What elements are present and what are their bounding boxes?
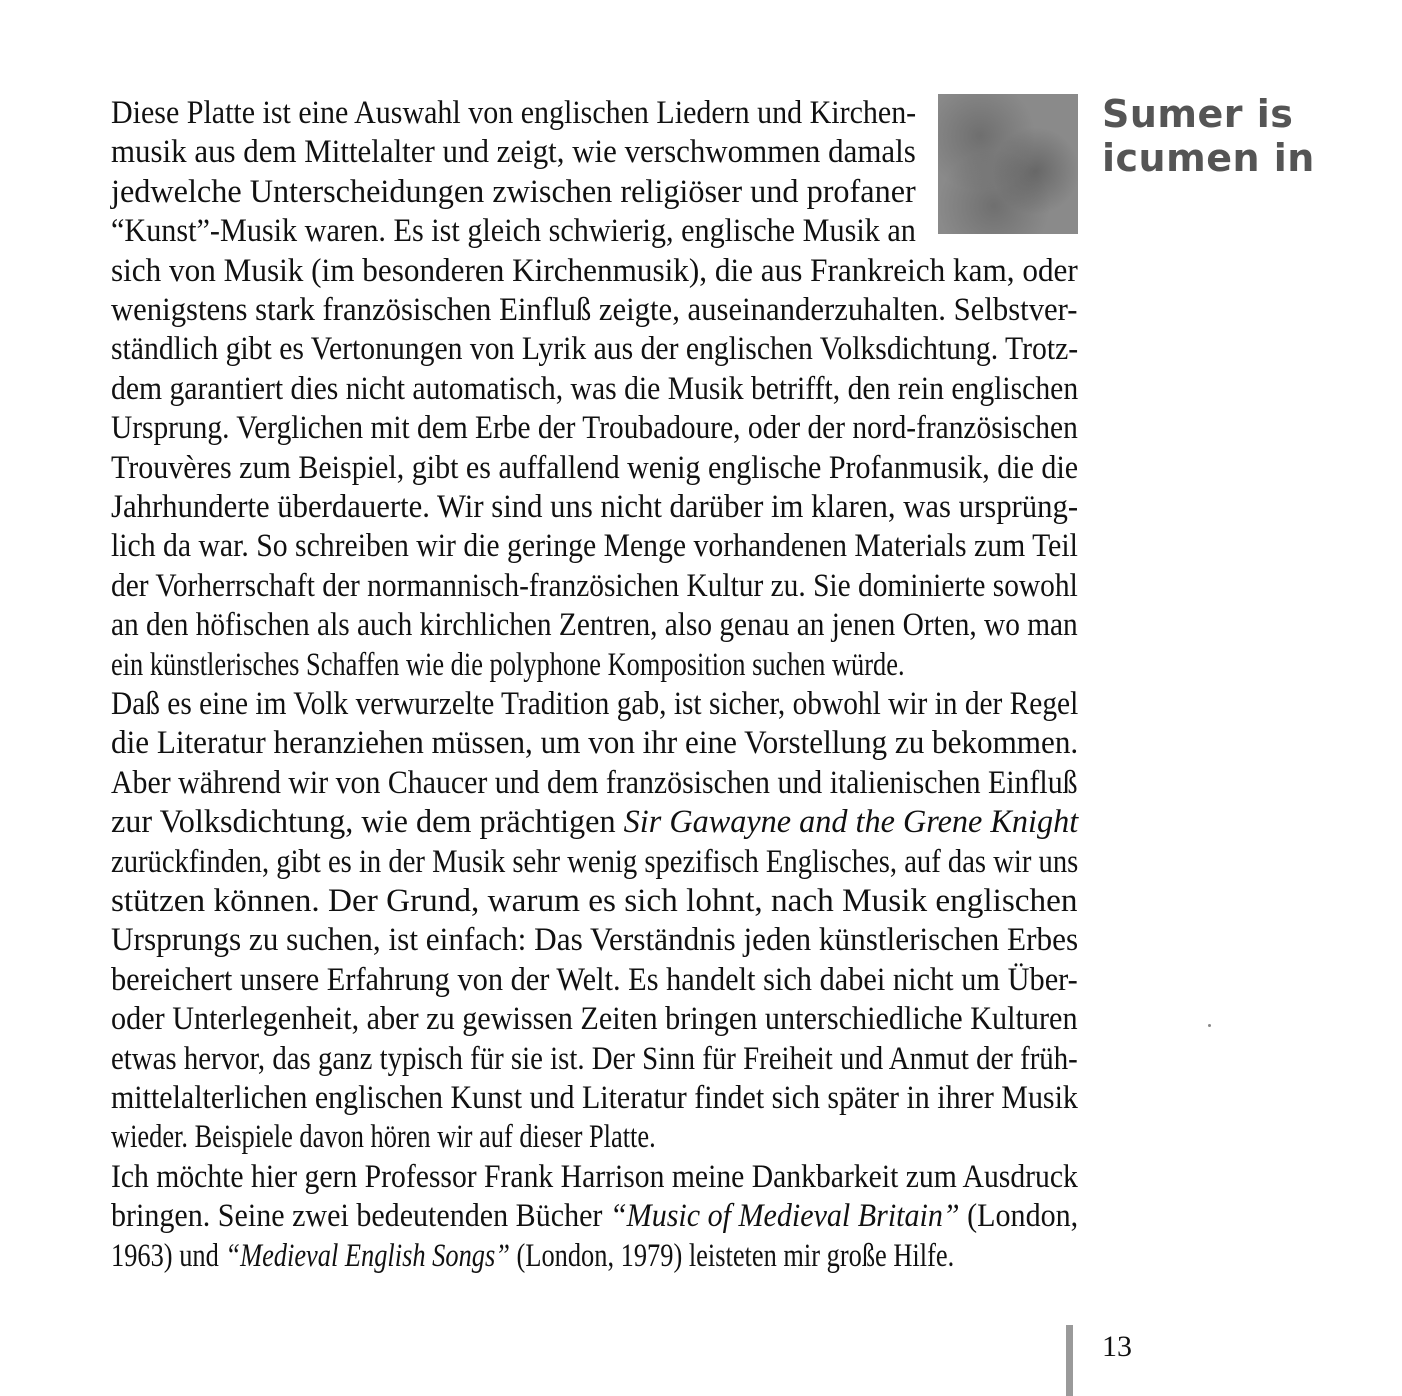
text-line: [111, 724, 1078, 762]
sidebar-title: [1102, 92, 1315, 180]
text-line: [111, 882, 1078, 920]
text-line-content: ständlich gibt es Vertonungen von Lyrik aus der englischen Volksdichtung. Trotz-: [111, 331, 1079, 368]
text-line-content: dem garantiert dies nicht automatisch, was die Musik betrifft, den rein englischen: [111, 370, 1079, 407]
text-line: [111, 212, 916, 250]
text-line: [111, 1158, 1078, 1196]
text-line: [111, 685, 1078, 723]
text-line: [111, 1079, 1078, 1117]
text-line: [111, 921, 1078, 959]
italic-title: “Music of Medieval Britain”: [609, 1198, 960, 1235]
text-line: [111, 527, 1078, 565]
text-line: [111, 961, 1078, 999]
text-line-content: mittelalterlichen englischen Kunst und Literatur findet sich später in ihrer Musik: [111, 1080, 1078, 1116]
sidebar-title-line: Sumer is: [1102, 92, 1294, 136]
text-line: [111, 646, 905, 684]
italic-title: “Medieval English Songs”: [225, 1237, 510, 1274]
text-line-content: jedwelche Unterscheidungen zwischen religiöser und profaner: [111, 173, 916, 210]
text-line: [111, 449, 1078, 487]
text-line-content: Jahrhunderte überdauerte. Wir sind uns nicht darüber im klaren, was ursprüng-: [111, 489, 1079, 525]
text-line: [111, 173, 916, 211]
text-line-content: (London, 1979) leisteten mir große Hilfe.: [509, 1237, 955, 1274]
text-line-content: bringen. Seine zwei bedeutenden Bücher: [111, 1198, 610, 1235]
text-line: [111, 252, 1078, 290]
text-line-content: Ursprung. Verglichen mit dem Erbe der Troubadoure, oder der nord-französischen: [111, 410, 1078, 447]
text-line-content: stützen können. Der Grund, warum es sich lohnt, nach Musik englischen: [111, 883, 1078, 919]
text-line: [111, 94, 916, 132]
text-line-content: die Literatur heranziehen müssen, um von ihr eine Vorstellung zu bekommen.: [111, 725, 1079, 762]
text-line-content: bereichert unsere Erfahrung von der Welt. Es handelt sich dabei nicht um Über-: [111, 961, 1078, 998]
text-line: [111, 1118, 656, 1156]
text-line-content: ein künstlerisches Schaffen wie die polyphone Komposition suchen würde.: [111, 646, 905, 683]
text-line-content: Trouvères zum Beispiel, gibt es auffallend wenig englische Profanmusik, die die: [111, 449, 1079, 486]
text-line: [111, 488, 1078, 526]
text-line-content: “Kunst”-Musik waren. Es ist gleich schwierig, englische Musik an: [111, 213, 916, 250]
text-line-content: sich von Musik (im besonderen Kirchenmusik), die aus Frankreich kam, oder: [111, 252, 1078, 289]
text-line: [111, 567, 1078, 605]
sidebar-title-line: icumen in: [1102, 136, 1315, 180]
text-line-content: lich da war. So schreiben wir die geringe Menge vorhandenen Materials zum Teil: [111, 528, 1078, 565]
page-number: 13: [1102, 1330, 1132, 1363]
text-line: [111, 1197, 1078, 1235]
text-line: [111, 1237, 954, 1275]
text-line: [111, 803, 1078, 841]
text-line-content: (London,: [959, 1198, 1079, 1235]
text-line-content: Ich möchte hier gern Professor Frank Harrison meine Dankbarkeit zum Ausdruck: [111, 1158, 1078, 1195]
text-line-content: Diese Platte ist eine Auswahl von englischen Liedern und Kirchen-: [111, 95, 917, 131]
text-line-content: zurückfinden, gibt es in der Musik sehr wenig spezifisch Englisches, auf das wir uns: [111, 843, 1079, 880]
text-line-content: Daß es eine im Volk verwurzelte Tradition gab, ist sicher, obwohl wir in der Regel: [111, 686, 1079, 722]
text-line: [111, 764, 1078, 802]
text-line: [111, 370, 1078, 408]
text-line: [111, 330, 1078, 368]
text-line: [111, 409, 1078, 447]
text-line-content: zur Volksdichtung, wie dem prächtigen: [111, 804, 624, 841]
text-line-content: oder Unterlegenheit, aber zu gewissen Zeiten bringen unterschiedliche Kulturen: [111, 1001, 1078, 1038]
text-line-content: wieder. Beispiele davon hören wir auf dieser Platte.: [111, 1119, 656, 1156]
thumbnail-image: [938, 94, 1078, 234]
text-line-content: etwas hervor, das ganz typisch für sie ist. Der Sinn für Freiheit und Anmut der früh-: [111, 1040, 1078, 1077]
text-line: [111, 133, 916, 171]
text-line-content: wenigstens stark französischen Einfluß zeigte, auseinanderzuhalten. Selbstver-: [111, 292, 1078, 328]
text-line-content: musik aus dem Mittelalter und zeigt, wie verschwommen damals: [111, 134, 916, 171]
text-line: [111, 606, 1078, 644]
text-line-content: Ursprungs zu suchen, ist einfach: Das Verständnis jeden künstlerischen Erbes: [111, 922, 1079, 959]
text-line: [111, 1000, 1078, 1038]
text-line-content: der Vorherrschaft der normannisch-französichen Kultur zu. Sie dominierte sowohl: [111, 567, 1078, 604]
page-marker-bar: [1066, 1325, 1073, 1396]
text-line-content: 1963) und: [111, 1237, 226, 1274]
text-line: [111, 843, 1078, 881]
text-line: [111, 1040, 1078, 1078]
speck: [1208, 1024, 1211, 1027]
italic-title: Sir Gawayne and the Grene Knight: [623, 804, 1079, 841]
text-line-content: Aber während wir von Chaucer und dem französischen und italienischen Einfluß: [111, 764, 1078, 801]
text-line: [111, 291, 1078, 329]
text-line-content: an den höfischen als auch kirchlichen Zentren, also genau an jenen Orten, wo man: [111, 607, 1078, 644]
